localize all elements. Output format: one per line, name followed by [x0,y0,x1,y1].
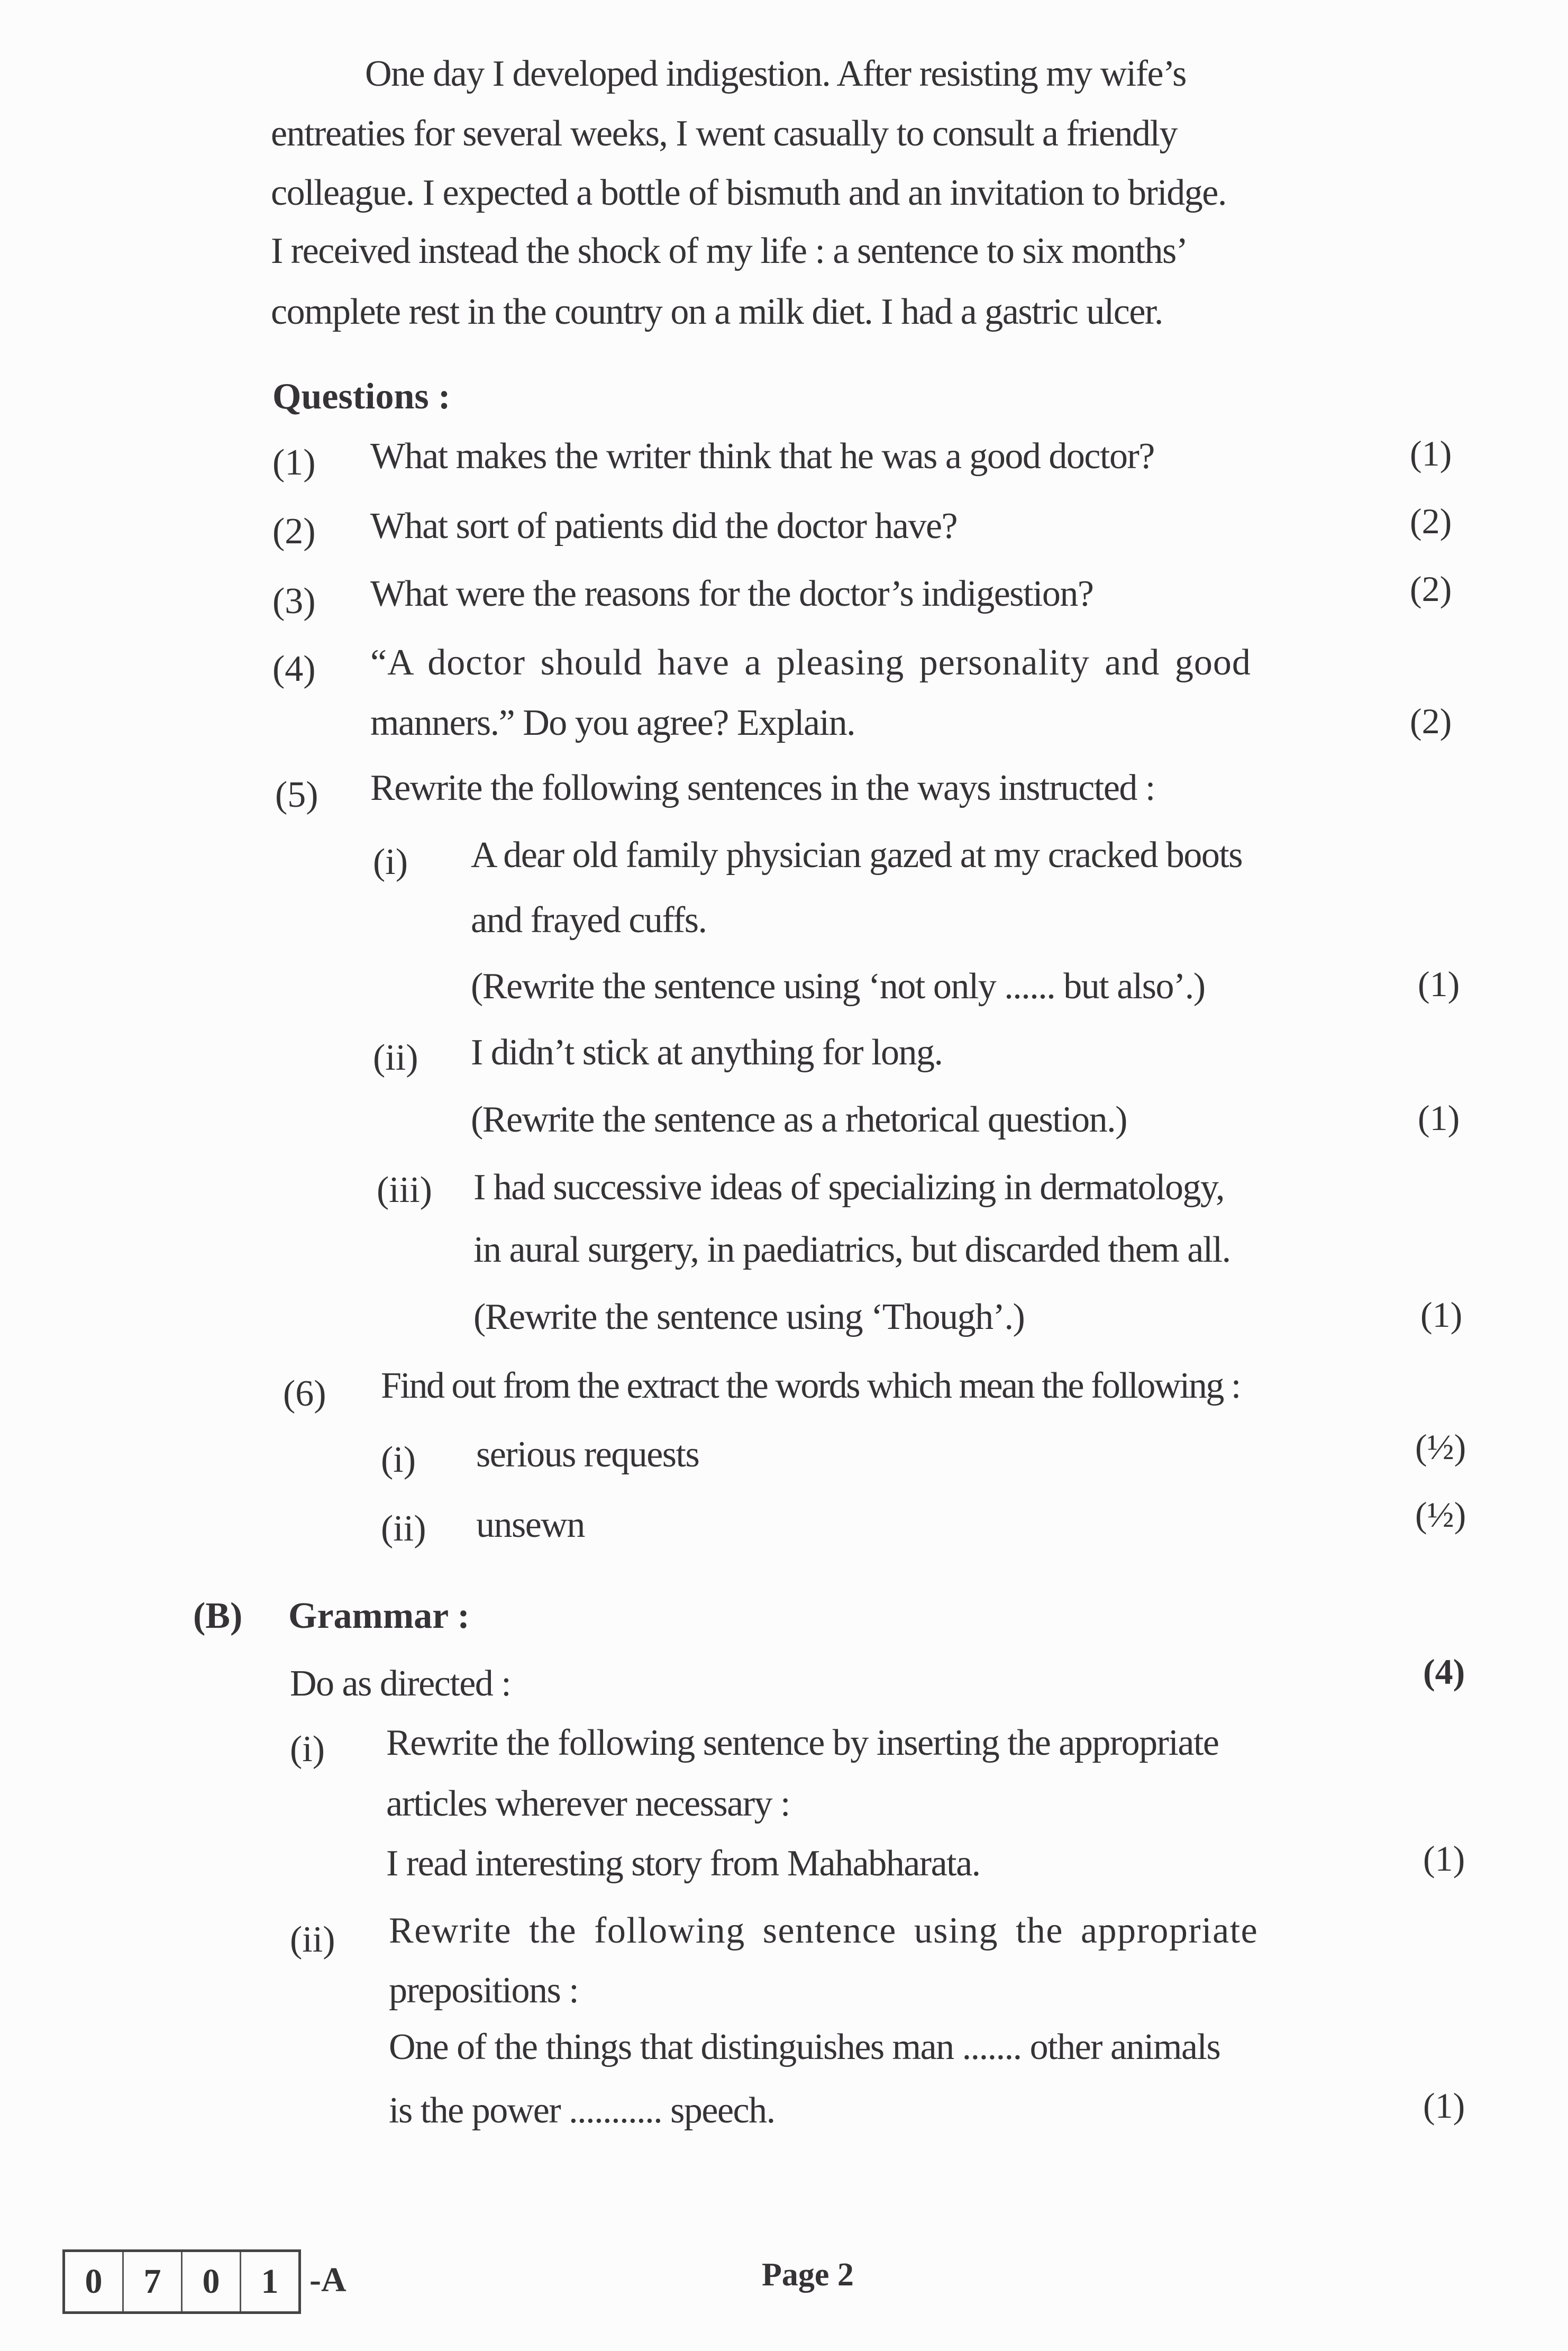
questions-heading: Questions : [272,376,451,417]
passage-line: One day I developed indigestion. After resisting my wife’s [365,53,1186,94]
paper-code-box [62,2249,301,2314]
question-number: (5) [275,774,318,815]
paper-code-digit: 1 [261,2262,279,2301]
page-number: Page 2 [762,2257,854,2293]
grammar-item-sentence: One of the things that distinguishes man ....... other animals [389,2027,1220,2067]
grammar-item-text: Rewrite the following sentence using the appropriate [389,1910,1259,1951]
paper-code-digit: 7 [124,2252,183,2311]
grammar-item-sentence: I read interesting story from Mahabharata. [386,1843,980,1884]
sub-question-text: and frayed cuffs. [471,900,707,941]
sub-question-text: in aural surgery, in paediatrics, but discarded them all. [473,1229,1230,1270]
section-label: (B) [193,1596,243,1636]
grammar-item-text: articles wherever necessary : [386,1783,790,1824]
question-text: What were the reasons for the doctor’s indigestion? [370,573,1093,614]
question-number: (3) [272,581,316,622]
sub-question-text: I had successive ideas of specializing in dermatology, [473,1167,1224,1208]
paper-code-digit: 0 [65,2252,124,2311]
question-marks: (1) [1418,964,1460,1004]
grammar-item-number: (ii) [290,1919,335,1960]
question-marks: (1) [1423,2085,1465,2126]
grammar-heading: Grammar : [288,1596,470,1636]
question-marks: (2) [1410,701,1452,741]
question-marks: (1) [1410,433,1452,473]
question-text: What sort of patients did the doctor have? [370,506,958,546]
question-text: Find out from the extract the words which mean the following : [381,1365,1240,1406]
sub-question-text: unsewn [476,1505,585,1545]
question-number: (6) [283,1373,326,1414]
sub-question-number: (i) [373,842,408,882]
sub-question-text: A dear old family physician gazed at my cracked boots [471,835,1243,876]
question-number: (1) [272,442,316,483]
sub-question-number: (ii) [373,1037,418,1078]
sub-question-number: (i) [381,1439,416,1480]
grammar-item-number: (i) [290,1729,325,1770]
question-marks: (½) [1415,1495,1466,1535]
sub-question-text: I didn’t stick at anything for long. [471,1032,943,1073]
question-marks: (½) [1415,1427,1466,1467]
passage-line: entreaties for several weeks, I went casually to consult a friendly [271,113,1177,154]
sub-question-instruction: (Rewrite the sentence as a rhetorical question.) [471,1099,1127,1140]
sub-question-instruction: (Rewrite the sentence using ‘not only ...... but also’.) [471,966,1205,1007]
grammar-total-marks: (4) [1423,1652,1465,1692]
sub-question-text: serious requests [476,1434,699,1475]
question-text: Rewrite the following sentences in the ways instructed : [370,768,1155,808]
passage-line: I received instead the shock of my life : a sentence to six months’ [271,231,1188,271]
question-marks: (1) [1423,1838,1465,1879]
sub-question-number: (ii) [381,1508,426,1549]
grammar-item-text: Rewrite the following sentence by inserting the appropriate [386,1723,1219,1763]
question-number: (2) [272,511,316,552]
question-text: manners.” Do you agree? Explain. [370,703,855,743]
question-marks: (2) [1410,569,1452,609]
paper-code-suffix: -A [309,2261,347,2299]
question-text: What makes the writer think that he was a good doctor? [370,436,1154,477]
grammar-instruction: Do as directed : [290,1663,511,1704]
paper-code-digit: 0 [183,2252,241,2311]
passage-line: complete rest in the country on a milk diet. I had a gastric ulcer. [271,291,1163,332]
question-marks: (1) [1418,1098,1460,1138]
question-number: (4) [272,649,316,689]
grammar-item-text: prepositions : [389,1970,579,2011]
sub-question-instruction: (Rewrite the sentence using ‘Though’.) [473,1297,1025,1337]
question-text: “A doctor should have a pleasing personality and good [370,642,1251,683]
grammar-item-sentence: is the power ........... speech. [389,2090,775,2131]
passage-line: colleague. I expected a bottle of bismuth and an invitation to bridge. [271,172,1226,213]
sub-question-number: (iii) [377,1170,432,1210]
question-marks: (1) [1420,1295,1463,1335]
question-marks: (2) [1410,501,1452,541]
